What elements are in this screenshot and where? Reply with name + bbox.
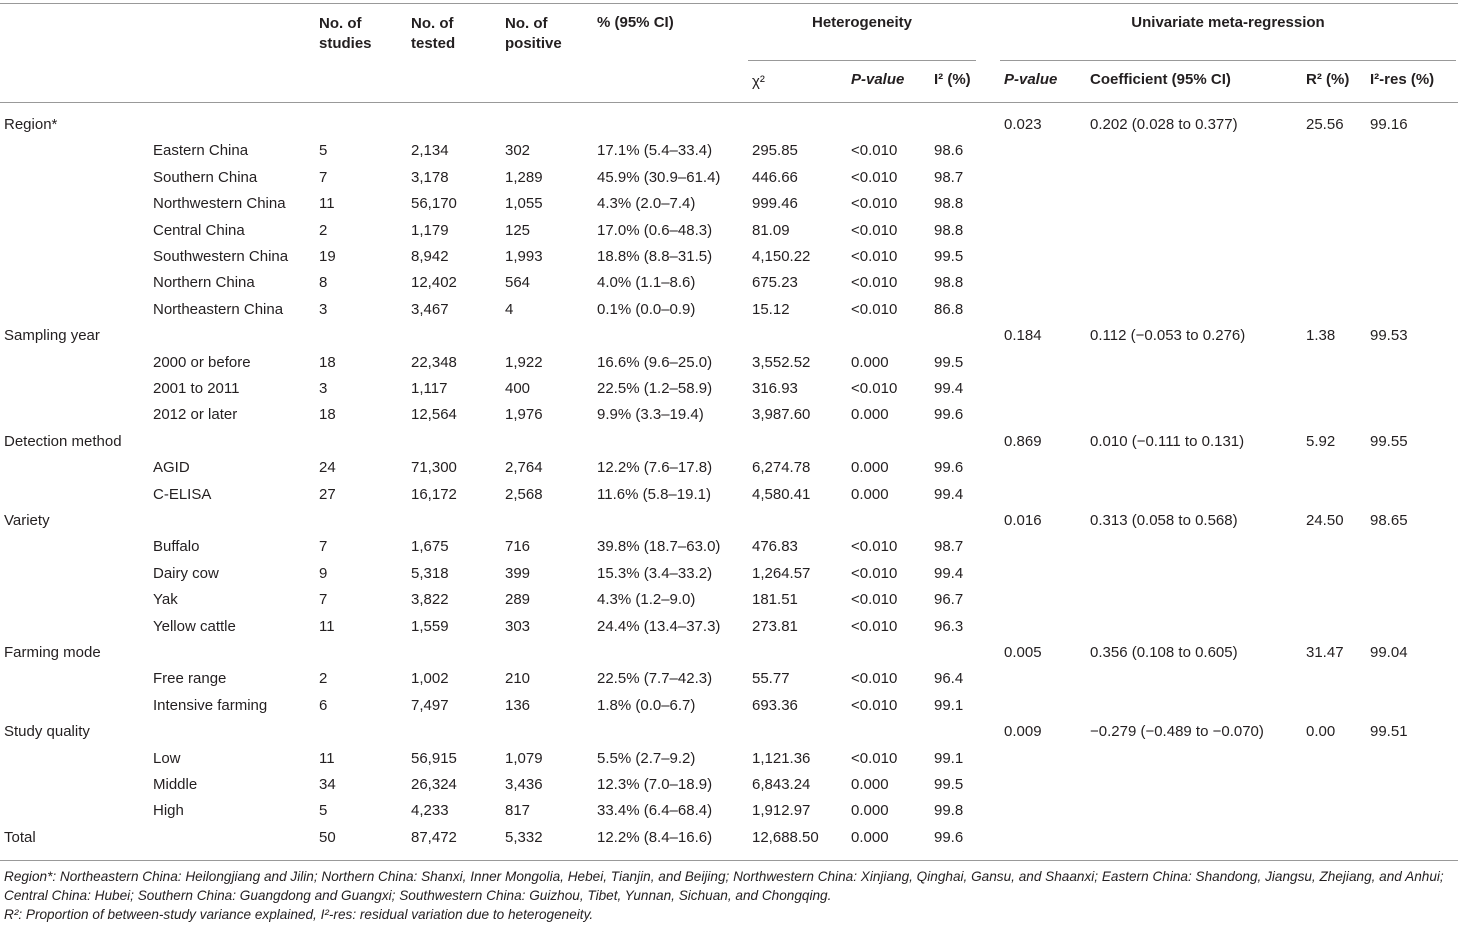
header-mr-pvalue: P-value (1004, 71, 1058, 88)
i2-value: 99.4 (934, 380, 964, 397)
positive-value: 125 (505, 221, 531, 239)
pvalue-value: 0.000 (851, 802, 889, 820)
header-n-positive: No. of positive (505, 15, 562, 52)
chi2-value: 4,150.22 (752, 248, 811, 265)
i2-value: 96.4 (934, 670, 964, 688)
chi2-value: 3,552.52 (752, 353, 811, 371)
pvalue-value: <0.010 (851, 168, 898, 186)
header-meta-regression: Univariate meta-regression (1131, 14, 1325, 31)
i2-value: 99.4 (934, 485, 964, 503)
percent-ci-value: 1.8% (0.0–6.7) (597, 696, 696, 714)
tested-value: 87,472 (411, 828, 457, 846)
percent-ci-value: 4.3% (2.0–7.4) (597, 195, 696, 213)
coefficient-value: 0.356 (0.108 to 0.605) (1090, 644, 1238, 661)
tested-value: 26,324 (411, 776, 457, 793)
group-label: Sampling year (4, 327, 100, 345)
mr-pvalue-value: 0.005 (1004, 644, 1042, 661)
i2-value: 99.5 (934, 353, 964, 371)
category-label: Northeastern China (153, 300, 284, 318)
i2-value: 99.6 (934, 459, 964, 477)
header-pvalue: P-value (851, 71, 905, 88)
meta-regression-rule (1000, 60, 1456, 61)
pvalue-value: <0.010 (851, 564, 898, 582)
positive-value: 3,436 (505, 776, 543, 793)
header-coefficient: Coefficient (95% CI) (1090, 71, 1231, 88)
mr-pvalue-value: 0.016 (1004, 512, 1042, 529)
positive-value: 4 (505, 300, 514, 318)
tested-value: 8,942 (411, 248, 449, 265)
tested-value: 1,675 (411, 538, 449, 556)
category-label: Buffalo (153, 538, 200, 556)
pvalue-value: <0.010 (851, 696, 898, 714)
category-label: Low (153, 749, 181, 767)
i2-value: 98.6 (934, 142, 964, 160)
pvalue-value: <0.010 (851, 142, 898, 160)
r2-value: 5.92 (1306, 432, 1336, 450)
category-label: Southern China (153, 168, 258, 186)
chi2-value: 4,580.41 (752, 485, 811, 503)
category-label: Intensive farming (153, 696, 268, 714)
category-label: Yak (153, 591, 178, 609)
percent-ci-value: 11.6% (5.8–19.1) (597, 485, 711, 503)
positive-value: 2,568 (505, 485, 543, 503)
tested-value: 4,233 (411, 802, 449, 820)
chi2-value: 316.93 (752, 380, 798, 397)
pvalue-value: 0.000 (851, 406, 889, 424)
r2-value: 1.38 (1306, 327, 1336, 345)
category-label: High (153, 802, 184, 820)
studies-value: 5 (319, 142, 328, 160)
mr-pvalue-value: 0.009 (1004, 723, 1042, 741)
positive-value: 303 (505, 617, 531, 635)
tested-value: 16,172 (411, 485, 457, 503)
percent-ci-value: 15.3% (3.4–33.2) (597, 564, 713, 582)
positive-value: 817 (505, 802, 531, 820)
chi2-value: 476.83 (752, 538, 798, 556)
pvalue-value: <0.010 (851, 670, 898, 688)
tested-value: 1,002 (411, 670, 449, 688)
studies-value: 24 (319, 459, 336, 477)
chi2-value: 295.85 (752, 142, 798, 160)
positive-value: 302 (505, 142, 531, 160)
studies-value: 3 (319, 300, 328, 318)
chi2-value: 181.51 (752, 591, 798, 609)
positive-value: 1,079 (505, 749, 543, 767)
positive-value: 564 (505, 274, 531, 292)
chi2-value: 1,912.97 (752, 802, 811, 820)
tested-value: 2,134 (411, 142, 449, 160)
percent-ci-value: 39.8% (18.7–63.0) (597, 538, 721, 556)
positive-value: 289 (505, 591, 531, 609)
pvalue-value: 0.000 (851, 776, 889, 793)
studies-value: 6 (319, 696, 328, 714)
category-label: Yellow cattle (153, 617, 236, 635)
percent-ci-value: 0.1% (0.0–0.9) (597, 300, 696, 318)
studies-value: 11 (319, 195, 335, 213)
i2res-value: 98.65 (1370, 512, 1408, 529)
percent-ci-value: 33.4% (6.4–68.4) (597, 802, 713, 820)
positive-value: 399 (505, 564, 531, 582)
pvalue-value: <0.010 (851, 300, 898, 318)
mr-pvalue-value: 0.869 (1004, 432, 1042, 450)
header-i2: I² (%) (934, 71, 971, 88)
footnote-region: Region*: Northeastern China: Heilongjiang and Jilin; Northern China: Shanxi, Inner Mongolia, Hebei, Tianjin, and Beijing; Northwestern China: Xinjiang, Qinghai, Gansu, and Shaanxi; Eastern China: Shandong, Jiangsu, Zhejiang, and Anhui; Central China: Hubei; Southern China: Guangdong and Guangxi; Southwestern China: Guizhou, Tibet, Yunnan, Sichuan, and Chongqing. (4, 869, 1444, 903)
percent-ci-value: 18.8% (8.8–31.5) (597, 248, 713, 265)
percent-ci-value: 17.0% (0.6–48.3) (597, 221, 713, 239)
coefficient-value: 0.010 (−0.111 to 0.131) (1090, 432, 1245, 450)
chi2-value: 675.23 (752, 274, 798, 292)
tested-value: 5,318 (411, 564, 449, 582)
positive-value: 1,055 (505, 195, 543, 213)
percent-ci-value: 12.2% (7.6–17.8) (597, 459, 713, 477)
tested-value: 3,178 (411, 168, 449, 186)
i2-value: 99.6 (934, 828, 964, 846)
percent-ci-value: 17.1% (5.4–33.4) (597, 142, 713, 160)
i2-value: 98.8 (934, 274, 964, 292)
positive-value: 5,332 (505, 828, 543, 846)
positive-value: 1,289 (505, 168, 543, 186)
positive-value: 1,993 (505, 248, 543, 265)
tested-value: 12,402 (411, 274, 457, 292)
i2-value: 98.8 (934, 195, 964, 213)
header-r2: R² (%) (1306, 71, 1350, 88)
i2-value: 99.5 (934, 776, 964, 793)
pvalue-value: <0.010 (851, 749, 898, 767)
percent-ci-value: 45.9% (30.9–61.4) (597, 168, 721, 186)
chi2-value: 1,121.36 (752, 749, 811, 767)
total-label: Total (4, 828, 36, 846)
i2-value: 98.8 (934, 221, 964, 239)
category-label: Middle (153, 776, 198, 793)
header-pct-ci: % (95% CI) (597, 14, 674, 31)
coefficient-value: −0.279 (−0.489 to −0.070) (1090, 723, 1264, 741)
pvalue-value: <0.010 (851, 195, 898, 213)
category-label: Free range (153, 670, 227, 688)
studies-value: 7 (319, 168, 328, 186)
i2-value: 98.7 (934, 538, 964, 556)
studies-value: 11 (319, 749, 335, 767)
tested-value: 1,559 (411, 617, 449, 635)
tested-value: 56,915 (411, 749, 457, 767)
studies-value: 2 (319, 670, 328, 688)
studies-value: 2 (319, 221, 328, 239)
category-label: Northern China (153, 274, 255, 292)
group-label: Farming mode (4, 644, 101, 661)
studies-value: 18 (319, 353, 336, 371)
pvalue-value: 0.000 (851, 485, 889, 503)
percent-ci-value: 16.6% (9.6–25.0) (597, 353, 713, 371)
footnotes (4, 867, 1456, 924)
group-label: Detection method (4, 432, 122, 450)
r2-value: 25.56 (1306, 116, 1344, 133)
pvalue-value: <0.010 (851, 248, 898, 265)
top-rule (0, 3, 1458, 4)
positive-value: 210 (505, 670, 531, 688)
percent-ci-value: 4.0% (1.1–8.6) (597, 274, 696, 292)
i2-value: 98.7 (934, 168, 964, 186)
chi2-value: 446.66 (752, 168, 798, 186)
tested-value: 22,348 (411, 353, 457, 371)
studies-value: 19 (319, 248, 336, 265)
pvalue-value: 0.000 (851, 828, 889, 846)
chi2-value: 693.36 (752, 696, 798, 714)
chi2-value: 3,987.60 (752, 406, 811, 424)
tested-value: 1,179 (411, 221, 449, 239)
percent-ci-value: 22.5% (7.7–42.3) (597, 670, 713, 688)
percent-ci-value: 12.2% (8.4–16.6) (597, 828, 713, 846)
positive-value: 136 (505, 696, 531, 714)
chi2-value: 1,264.57 (752, 564, 811, 582)
i2-value: 96.3 (934, 617, 964, 635)
chi2-value: 12,688.50 (752, 828, 819, 846)
group-label: Variety (4, 512, 50, 529)
tested-value: 56,170 (411, 195, 457, 213)
coefficient-value: 0.313 (0.058 to 0.568) (1090, 512, 1238, 529)
tested-value: 3,822 (411, 591, 449, 609)
i2-value: 96.7 (934, 591, 964, 609)
positive-value: 2,764 (505, 459, 543, 477)
pvalue-value: <0.010 (851, 591, 898, 609)
studies-value: 5 (319, 802, 328, 820)
r2-value: 24.50 (1306, 512, 1344, 529)
header-n-tested: No. of tested (411, 15, 456, 52)
chi2-value: 273.81 (752, 617, 798, 635)
i2-value: 99.1 (934, 696, 964, 714)
category-label: 2012 or later (153, 406, 238, 424)
studies-value: 50 (319, 828, 336, 846)
i2-value: 99.5 (934, 248, 964, 265)
studies-value: 34 (319, 776, 336, 793)
mr-pvalue-value: 0.184 (1004, 327, 1042, 345)
i2res-value: 99.04 (1370, 644, 1408, 661)
tested-value: 1,117 (411, 380, 448, 397)
tested-value: 7,497 (411, 696, 449, 714)
i2-value: 99.1 (934, 749, 964, 767)
positive-value: 716 (505, 538, 531, 556)
category-label: 2001 to 2011 (153, 380, 240, 397)
i2res-value: 99.51 (1370, 723, 1408, 741)
i2-value: 99.8 (934, 802, 964, 820)
chi2-value: 6,274.78 (752, 459, 811, 477)
category-label: Eastern China (153, 142, 249, 160)
header-n-studies: No. of studies (319, 15, 372, 52)
pvalue-value: <0.010 (851, 380, 898, 397)
r2-value: 31.47 (1306, 644, 1344, 661)
positive-value: 400 (505, 380, 531, 397)
pvalue-value: <0.010 (851, 617, 898, 635)
header-i2res: I²-res (%) (1370, 71, 1435, 88)
heterogeneity-rule (748, 60, 976, 61)
tested-value: 71,300 (411, 459, 457, 477)
studies-value: 7 (319, 538, 328, 556)
pvalue-value: <0.010 (851, 274, 898, 292)
i2-value: 86.8 (934, 300, 964, 318)
i2-value: 99.6 (934, 406, 964, 424)
coefficient-value: 0.202 (0.028 to 0.377) (1090, 116, 1238, 133)
header-rule (0, 102, 1458, 103)
positive-value: 1,976 (505, 406, 543, 424)
group-label: Region* (4, 116, 58, 133)
category-label: Southwestern China (153, 248, 289, 265)
mr-pvalue-value: 0.023 (1004, 116, 1042, 133)
bottom-rule (0, 860, 1458, 861)
i2res-value: 99.55 (1370, 432, 1408, 450)
category-label: Northwestern China (153, 195, 286, 213)
pvalue-value: 0.000 (851, 353, 889, 371)
chi2-value: 15.12 (752, 300, 790, 318)
category-label: AGID (153, 459, 190, 477)
studies-value: 11 (319, 617, 335, 635)
header-chi2: χ² (752, 73, 765, 90)
coefficient-value: 0.112 (−0.053 to 0.276) (1090, 327, 1246, 345)
studies-value: 18 (319, 406, 336, 424)
i2-value: 99.4 (934, 564, 964, 582)
percent-ci-value: 24.4% (13.4–37.3) (597, 617, 721, 635)
chi2-value: 6,843.24 (752, 776, 811, 793)
studies-value: 3 (319, 380, 328, 397)
group-label: Study quality (4, 723, 90, 741)
i2res-value: 99.53 (1370, 327, 1408, 345)
studies-value: 7 (319, 591, 328, 609)
percent-ci-value: 9.9% (3.3–19.4) (597, 406, 704, 424)
category-label: Central China (153, 221, 245, 239)
pvalue-value: <0.010 (851, 538, 898, 556)
percent-ci-value: 5.5% (2.7–9.2) (597, 749, 696, 767)
percent-ci-value: 12.3% (7.0–18.9) (597, 776, 713, 793)
category-label: 2000 or before (153, 353, 251, 371)
footnote-r2: R²: Proportion of between-study variance explained, I²-res: residual variation due to heterogeneity. (4, 907, 594, 922)
tested-value: 3,467 (411, 300, 449, 318)
percent-ci-value: 22.5% (1.2–58.9) (597, 380, 713, 397)
chi2-value: 81.09 (752, 221, 790, 239)
tested-value: 12,564 (411, 406, 457, 424)
studies-value: 9 (319, 564, 328, 582)
r2-value: 0.00 (1306, 723, 1336, 741)
category-label: Dairy cow (153, 564, 219, 582)
chi2-value: 55.77 (752, 670, 790, 688)
percent-ci-value: 4.3% (1.2–9.0) (597, 591, 696, 609)
studies-value: 27 (319, 485, 336, 503)
chi2-value: 999.46 (752, 195, 798, 213)
studies-value: 8 (319, 274, 328, 292)
pvalue-value: 0.000 (851, 459, 889, 477)
header-heterogeneity: Heterogeneity (811, 14, 913, 31)
positive-value: 1,922 (505, 353, 543, 371)
pvalue-value: <0.010 (851, 221, 898, 239)
category-label: C-ELISA (153, 485, 212, 503)
i2res-value: 99.16 (1370, 116, 1408, 133)
